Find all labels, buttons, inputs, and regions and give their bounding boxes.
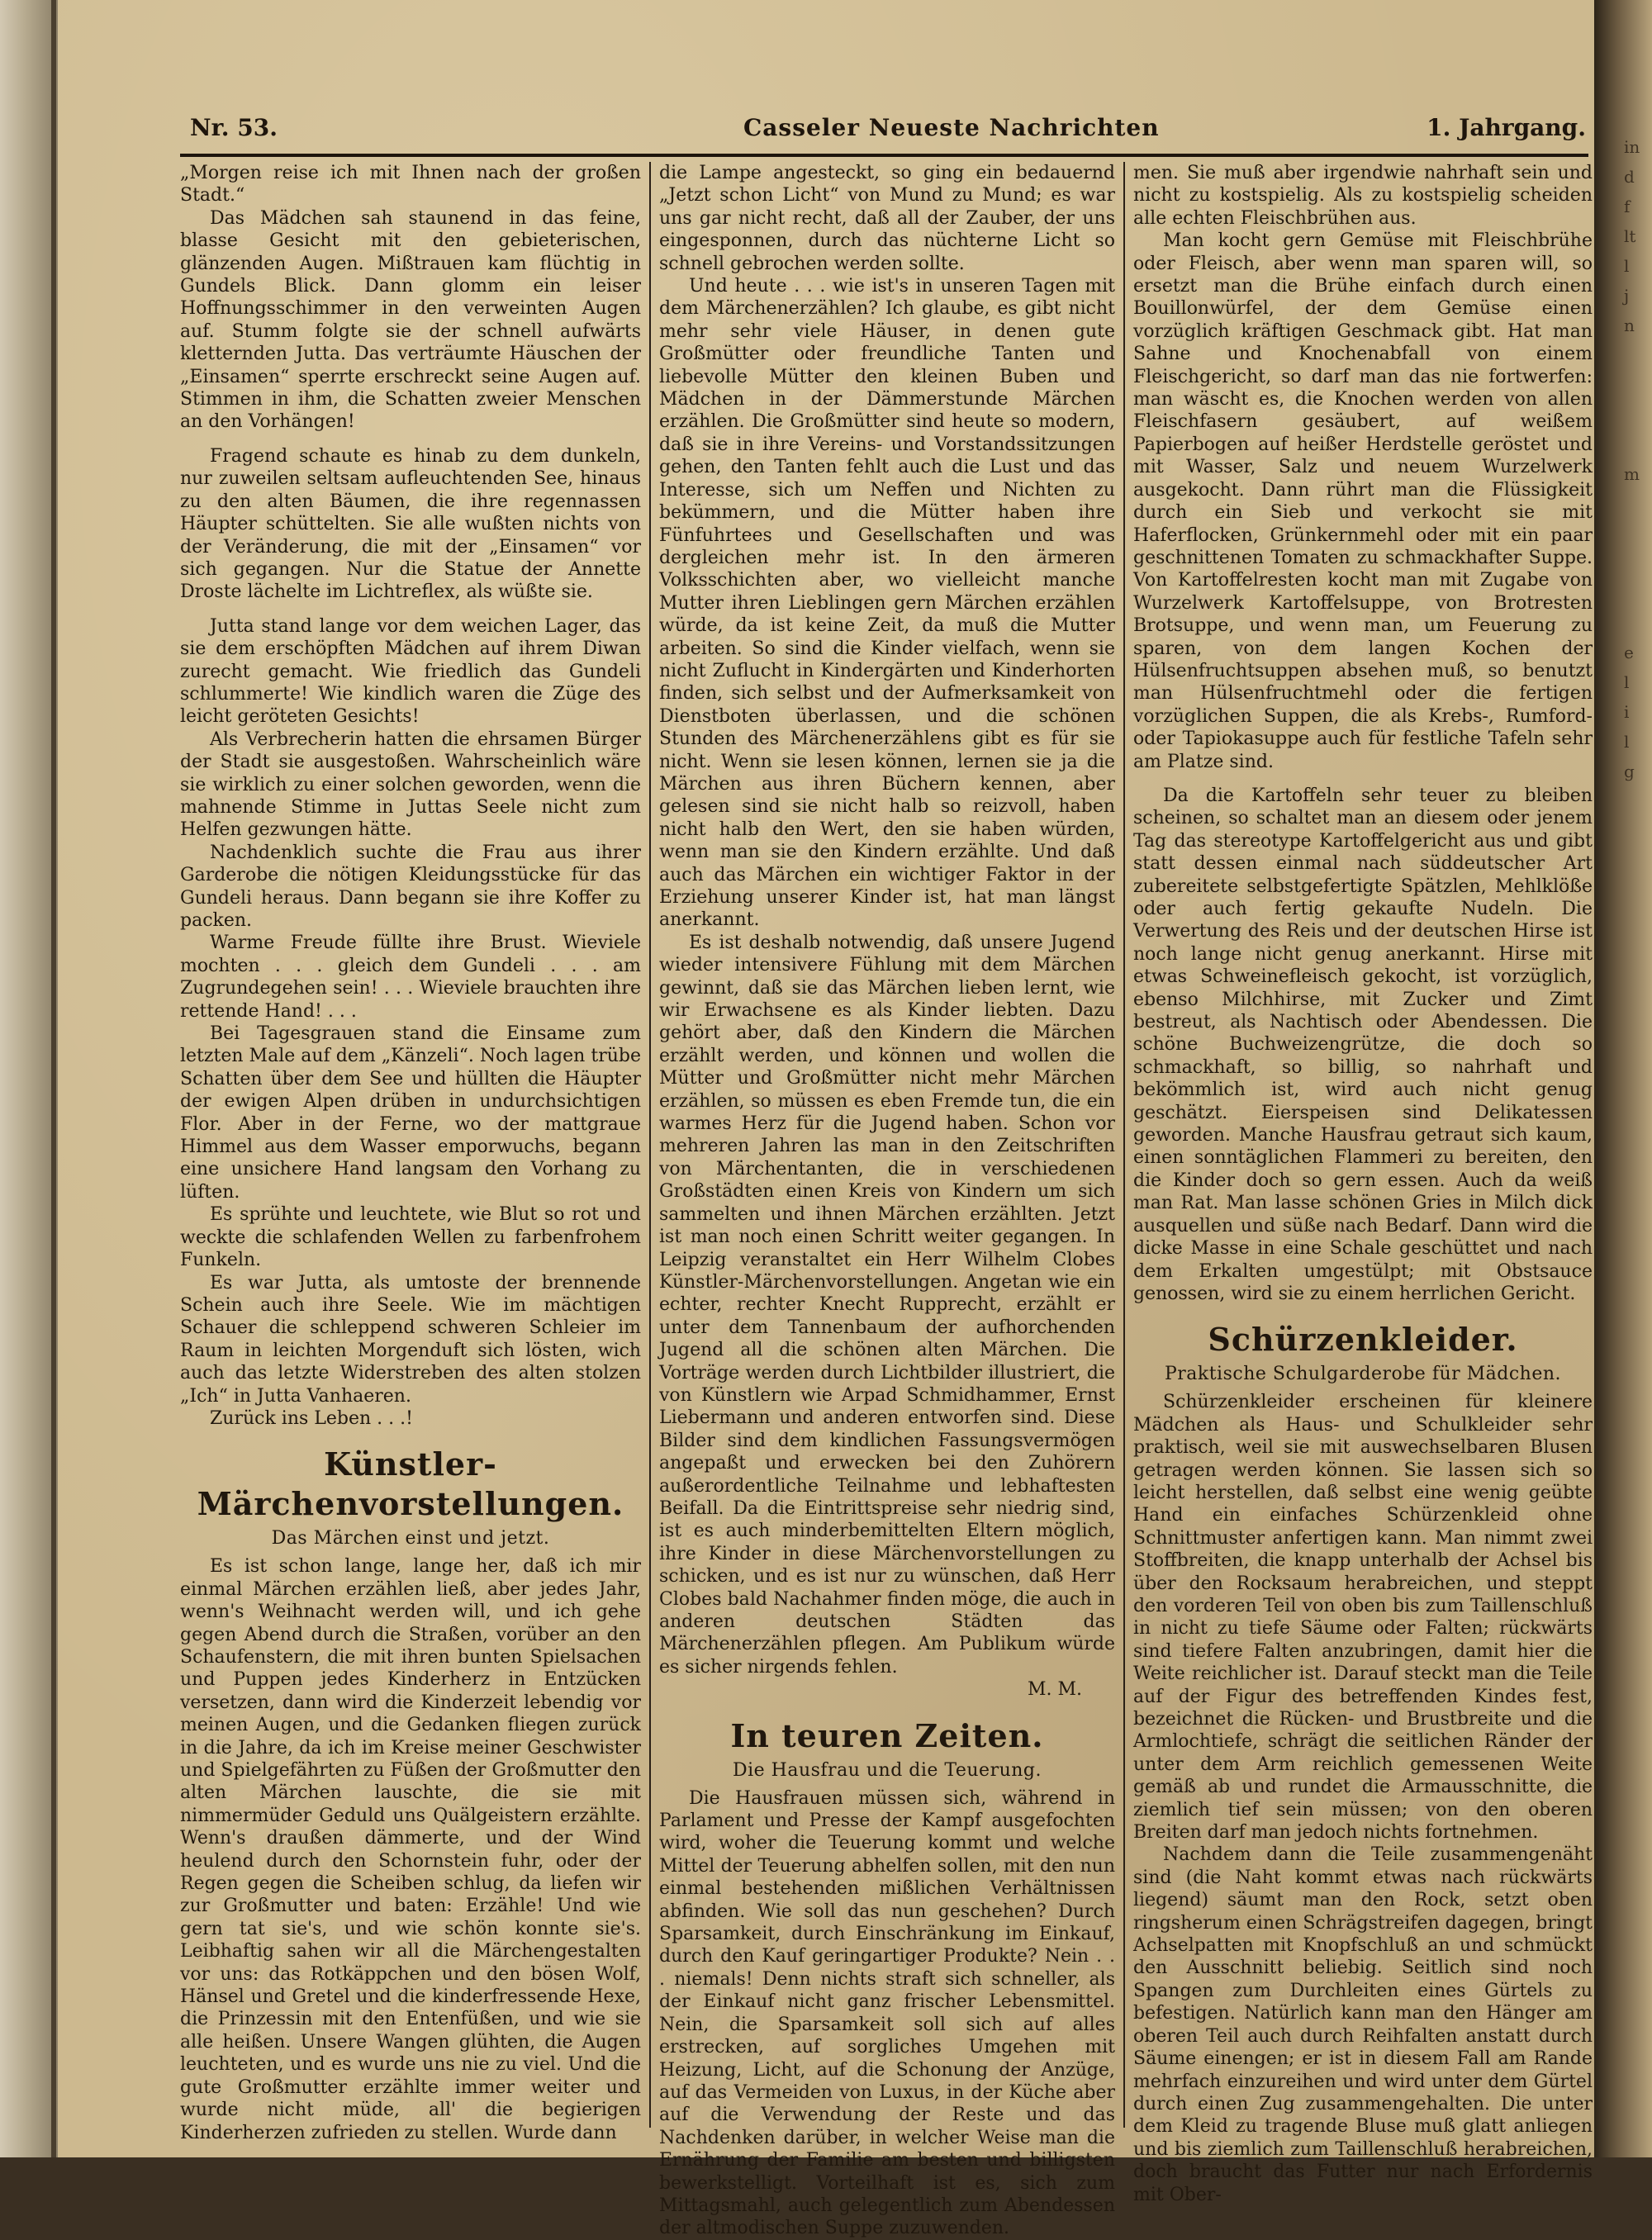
paragraph: Es ist schon lange, lange her, daß ich mir einmal Märchen erzählen ließ, aber jedes Jahr, wenn's Weihnacht werden will, und ich gehe gegen Abend durch die Straßen, vorüber an den Schaufenstern, die mit ihren bunten Spielsachen und Puppen jedes Kinderherz in Entzücken versetzen, dann wird die Kinderzeit lebendig vor meinen Augen, und die Gedanken fliegen zurück in die Jahre, da ich im Kreise meiner Geschwister und Spielgefährten zu Füßen der Großmutter den alten Märchen lauschte, die sie mit nimmermüder Geduld uns Quälgeistern erzählte. Wenn's draußen dämmerte, und der Wind heulend durch den Schornstein fuhr, oder der Regen gegen die Scheiben schlug, da liefen wir zur Großmutter und baten: Erzähle! Und wie gern tat sie's, und wie schön konnte sie's. Leibhaftig sahen wir all die Märchengestalten vor uns: das Rotkäppchen und den bösen Wolf, Hänsel und Gretel und die kinderfressende Hexe, die Prinzessin mit den Entenfüßen, und wie sie alle heißen. Unsere Wangen glühten, die Augen leuchteten, und es wurde uns nie zu viel. Und die gute Großmutter erzählte immer weiter und wurde nicht müde, all' die begierigen Kinderherzen zufrieden zu stellen. Wurde dann — [180, 1556, 641, 2143]
paragraph: die Lampe angesteckt, so ging ein bedauernd „Jetzt schon Licht“ von Mund zu Mund; es war uns gar nicht recht, daß all der Zauber, der uns eingesponnen, durch das nüchterne Licht so schnell gebrochen werden sollte. — [659, 163, 1115, 274]
paragraph: Das Mädchen sah staunend in das feine, blasse Gesicht mit den gebieterischen, glänzenden Augen. Mißtrauen kam flüchtig in Gundels Blick. Dann glomm ein leiser Hoffnungsschimmer in den verweinten Augen auf. Stumm folgte sie der schnell aufwärts kletternden Jutta. Das verträumte Häuschen der „Einsamen“ sperrte erschreckt seine Augen auf. Stimmen in ihm, die Schatten zweier Menschen an den Vorhängen! — [180, 207, 641, 433]
paragraph: Es ist deshalb notwendig, daß unsere Jugend wieder intensivere Fühlung mit dem Märchen gewinnt, daß sie das Märchen lieben lernt, wie wir Erwachsene es als Kinder liebten. Dazu gehört aber, daß den Kindern die Märchen erzählt werden, und können und wollen die Mütter und Großmütter nicht mehr Märchen erzählen, so müssen es eben Fremde tun, die ein warmes Herz für die Jugend haben. Schon vor mehreren Jahren las man in den Zeitschriften von Märchentanten, die in verschiedenen Großstädten einen Kreis von Kindern um sich sammelten und ihnen Märchen erzählten. Jetzt ist man noch einen Schritt weiter gegangen. In Leipzig veranstaltet ein Herr Wilhelm Clobes Künstler-Märchenvorstellungen. Angetan wie ein echter, rechter Knecht Rupprecht, erzählt er unter dem Tannenbaum der aufhorchenden Jugend all die schönen alten Märchen. Die Vorträge werden durch Lichtbilder illustriert, die von Künstlern wie Arpad Schmidhammer, Ernst Liebermann und anderen entworfen sind. Diese Bilder sind dem kindlichen Fassungsvermögen angepaßt und erwecken bei den Zuhörern außerordentliche Teilnahme und lebhaftesten Beifall. Da die Eintrittspreise sehr niedrig sind, ist es auch minderbemittelten Eltern möglich, ihre Kinder in diese Märchenvorstellungen zu schicken, und es ist nur zu wünschen, daß Herr Clobes bald Nachahmer finden möge, die auch in anderen deutschen Städten das Märchenerzählen pflegen. Am Publikum würde es sicher nirgends fehlen. — [659, 932, 1115, 1678]
paragraph: „Morgen reise ich mit Ihnen nach der großen Stadt.“ — [180, 163, 641, 206]
paragraph: Es sprühte und leuchtete, wie Blut so rot und weckte die schlafenden Wellen zu farbenfrohem Funkeln. — [180, 1204, 641, 1271]
paragraph: men. Sie muß aber irgendwie nahrhaft sein und nicht zu kostspielig. Als zu kostspielig scheiden alle echten Fleischbrühen aus. — [1133, 163, 1593, 229]
column-divider-2 — [1123, 162, 1125, 2128]
paragraph: Da die Kartoffeln sehr teuer zu bleiben scheinen, so schaltet man an diesem oder jenem Tag das stereotype Kartoffelgericht aus und gibt statt dessen einmal nach süddeutscher Art zubereitete selbstgefertigte Spätzlen, Mehlklöße oder auch fertig gekaufte Nudeln. Die Verwertung des Reis und der deutschen Hirse ist noch lange nicht genug anerkannt. Hirse mit etwas Schweinefleisch gekocht, ist vorzüglich, ebenso Milchhirse, mit Zucker und Zimt bestreut, als Nachtisch oder Abendessen. Die schöne Buchweizengrütze, die doch so schmackhaft, so billig, so nahrhaft und bekömmlich ist, wird auch nicht genug geschätzt. Eierspeisen sind Delikatessen geworden. Manche Hausfrau getraut sich kaum, einen sonntäglichen Flammeri zu bereiten, den die Kinder doch so gern essen. Auch da weiß man Rat. Man lasse schönen Gries in Milch dick ausquellen und süße nach Bedarf. Dann wird die dicke Masse in eine Schale geschüttet und nach dem Erkalten umgestülpt; mit Obstsauce genossen, wird sie zu einem herrlichen Gericht. — [1133, 785, 1593, 1304]
paragraph: Als Verbrecherin hatten die ehrsamen Bürger der Stadt sie ausgestoßen. Wahrscheinlich wäre sie wirklich zu einer solchen geworden, wenn die mahnende Stimme in Juttas Seele nicht zum Helfen gezwungen hätte. — [180, 728, 641, 841]
issue-number: Nr. 53. — [190, 114, 278, 141]
author-signature: M. M. — [1027, 1679, 1082, 1701]
paragraph: Zurück ins Leben . . .! — [210, 1407, 413, 1429]
column-divider-1 — [649, 162, 651, 2128]
article-subheadline: Die Hausfrau und die Teuerung. — [732, 1759, 1042, 1781]
column-2 — [659, 162, 1115, 2239]
paragraph: Nachdenklich suchte die Frau aus ihrer Garderobe die nötigen Kleidungsstücke für das Gundeli heraus. Dann begann sie ihre Koffer zu packen. — [180, 842, 641, 931]
article-headline: In teuren Zeiten. — [730, 1716, 1044, 1754]
volume-label: 1. Jahrgang. — [1427, 114, 1586, 141]
column-1 — [180, 162, 641, 2144]
article-headline: Schürzenkleider. — [1208, 1321, 1518, 1359]
next-page-fragments: in d f lt l j n m e l i l g — [1624, 137, 1640, 781]
header-rule — [180, 154, 1588, 157]
column-3 — [1133, 162, 1593, 2205]
page-binding — [0, 0, 58, 2157]
paragraph: Fragend schaute es hinab zu dem dunkeln, nur zuweilen seltsam aufleuchtenden See, hinaus zu den alten Bäumen, die ihre regennassen Häupter schüttelten. Sie alle wußten nichts von der Veränderung, die mit der „Einsamen“ vor sich gegangen. Nur die Statue der Annette Droste lächelte im Lichtreflex, als wüßte sie. — [180, 445, 641, 603]
article-headline: Künstler-Märchenvorstellungen. — [197, 1445, 624, 1523]
paragraph: Bei Tagesgrauen stand die Einsame zum letzten Male auf dem „Känzeli“. Noch lagen trübe Schatten über dem See und hüllten die Häupter der ewigen Alpen drüben in undurchsichtigen Flor. Aber in der Ferne, wo der mattgraue Himmel aus dem Wasser emporwuchs, begann eine unsichere Hand langsam den Vorhang zu lüften. — [180, 1023, 641, 1203]
binding-edge — [51, 0, 56, 2157]
paragraph: Warme Freude füllte ihre Brust. Wieviele mochten . . . gleich dem Gundeli . . . am Zugrundegehen sein! . . . Wieviele brauchten ihre rettende Hand! . . . — [180, 933, 641, 1022]
paragraph: Man kocht gern Gemüse mit Fleischbrühe oder Fleisch, aber wenn man sparen will, so ersetzt man die Brühe einfach durch einen Bouillonwürfel, der dem Gemüse einen vorzüglich kräftigen Geschmack gibt. Hat man Sahne und Knochenabfall von einem Fleischgericht, so darf man das nie fortwerfen: man wäscht es, die Knochen werden von allen Fleischfasern gesäubert, auf weißem Papierbogen auf heißer Herdstelle geröstet und mit Wasser, Salz und neuem Wurzelwerk ausgekocht. Dann rührt man die Flüssigkeit durch ein Sieb und verkocht sie mit Haferflocken, Grünkernmehl oder mit ein paar geschnittenen Tomaten zu schmackhafter Suppe. Von Kartoffelresten kocht man mit Zugabe von Wurzelwerk Kartoffelsuppe, von Brotresten Brotsuppe, und wenn man, um Feuerung zu sparen, von dem langen Kochen der Hülsenfruchtsuppen absehen muß, so benutzt man Hülsenfruchtmehl oder die fertigen vorzüglichen Suppen, die als Krebs-, Rumford- oder Tapiokasuppe auch für festliche Tafeln sehr am Platze sind. — [1133, 230, 1593, 772]
paragraph: Schürzenkleider erscheinen für kleinere Mädchen als Haus- und Schulkleider sehr praktisch, weil sie mit auswechselbaren Blusen getragen werden können. Sie lassen sich so leicht herstellen, daß selbst eine wenig geübte Hand ein einfaches Schürzenkleid ohne Schnittmuster anfertigen kann. Man nimmt zwei Stoffbreiten, die knapp unterhalb der Achsel bis über den Rocksaum herabreichen, und steppt den vorderen Teil von oben bis zum Taillenschluß in nicht zu tiefe Säume oder Falten; rückwärts sind tiefere Falten anzubringen, damit hier die Weite reichlicher ist. Darauf steckt man die Teile auf der Figur des betreffenden Kindes fest, bezeichnet die Rücken- und Brustbreite und die Armlochtiefe, schrägt die seitlichen Ränder der unter dem Arm reichlich gemessenen Weite gemäß ab und rundet die Armausschnitte, die ziemlich tief sein müssen; von den oberen Breiten darf man jedoch nichts fortnehmen. — [1133, 1392, 1593, 1844]
paragraph: Es war Jutta, als umtoste der brennende Schein auch ihre Seele. Wie im mächtigen Schauer die schleppend schweren Schleier im Raum in leichten Morgenduft sich lösten, wich auch das letzte Widerstreben des alten stolzen „Ich“ in Jutta Vanhaeren. — [180, 1272, 641, 1407]
newspaper-title: Casseler Neueste Nachrichten — [743, 114, 1160, 141]
paragraph: Jutta stand lange vor dem weichen Lager, das sie dem erschöpften Mädchen auf ihrem Diwan zurecht gemacht. Wie friedlich das Gundeli schlummerte! Wie kindlich waren die Züge des leicht geröteten Gesichts! — [180, 615, 641, 728]
article-subheadline: Praktische Schulgarderobe für Mädchen. — [1164, 1364, 1562, 1385]
paragraph: Nachdem dann die Teile zusammengenäht sind (die Naht kommt etwas nach rückwärts liegend) säumt man den Rock, setzt oben ringsherum einen Schrägstreifen dagegen, bringt Achselpatten mit Knopfschluß an und schmückt den Ausschnitt beliebig. Seitlich sind noch Spangen zum Durchleiten eines Gürtels zu befestigen. Natürlich kann man den Hänger am oberen Teil auch durch Reihfalten anstatt durch Säume einengen; er ist in diesem Fall am Rande mehrfach einzureihen und wird unter dem Gürtel durch einen Zug zusammengehalten. Die unter dem Kleid zu tragende Bluse muß glatt anliegen und bis ziemlich zum Taillenschluß herabreichen, doch braucht das Futter nur nach Erfordernis mit Ober- — [1133, 1844, 1593, 2205]
article-subheadline: Das Märchen einst und jetzt. — [271, 1528, 550, 1549]
masthead — [190, 114, 1586, 147]
paragraph: Und heute . . . wie ist's in unseren Tagen mit dem Märchenerzählen? Ich glaube, es gibt nicht mehr sehr viele Häuser, in denen gute Großmütter oder freundliche Tanten und liebevolle Mütter den kleinen Buben und Mädchen in der Dämmerstunde Märchen erzählen. Die Großmütter sind heute so modern, daß sie in ihre Vereins- und Vorstandssitzungen gehen, den Tanten fehlt auch die Lust und das Interesse, sich um Neffen und Nichten zu bekümmern, und die Mütter haben ihre Fünfuhrtees und Gesellschaften und was dergleichen mehr ist. In den ärmeren Volksschichten aber, wo vielleicht manche Mutter ihren Lieblingen gern Märchen erzählen würde, da ist keine Zeit, da muß die Mutter arbeiten. So sind die Kinder vielfach, wenn sie nicht Zuflucht in Kindergärten und Kinderhorten finden, sich selbst und der Aufmerksamkeit von Dienstboten überlassen, und die schönen Stunden des Märchenerzählens gibt es für sie nicht. Wenn sie lesen können, lernen sie ja die Märchen aus ihren Büchern kennen, aber gelesen sind sie nicht halb so reizvoll, haben nicht halb den Wert, den sie haben würden, wenn man sie den Kindern erzählte. Und daß auch das Märchen ein wichtiger Faktor in der Erziehung unserer Kinder ist, hat man längst anerkannt. — [659, 276, 1115, 931]
paragraph: Die Hausfrauen müssen sich, während in Parlament und Presse der Kampf ausgefochten wird, woher die Teuerung kommt und welche Mittel der Teuerung abhelfen sollen, mit den nun einmal bestehenden mißlichen Verhältnissen abfinden. Wie soll das nun geschehen? Durch Sparsamkeit, durch Einschränkung im Einkauf, durch den Kauf geringartiger Produkte? Nein . . . niemals! Denn nichts straft sich schneller, als der Einkauf nicht ganz frischer Lebensmittel. Nein, die Sparsamkeit soll sich auf alles erstrecken, auf sorgliches Umgehen mit Heizung, Licht, auf die Schonung der Anzüge, auf das Vermeiden von Luxus, in der Küche aber auf die Verwendung der Reste und das Nachdenken darüber, in welcher Weise man die Ernährung der Familie am besten und billigsten bewerkstelligt. Vorteilhaft ist es, sich zum Mittagsmahl, auch gelegentlich zum Abendessen der altmodischen Suppe zuzuwenden. — [659, 1787, 1115, 2239]
